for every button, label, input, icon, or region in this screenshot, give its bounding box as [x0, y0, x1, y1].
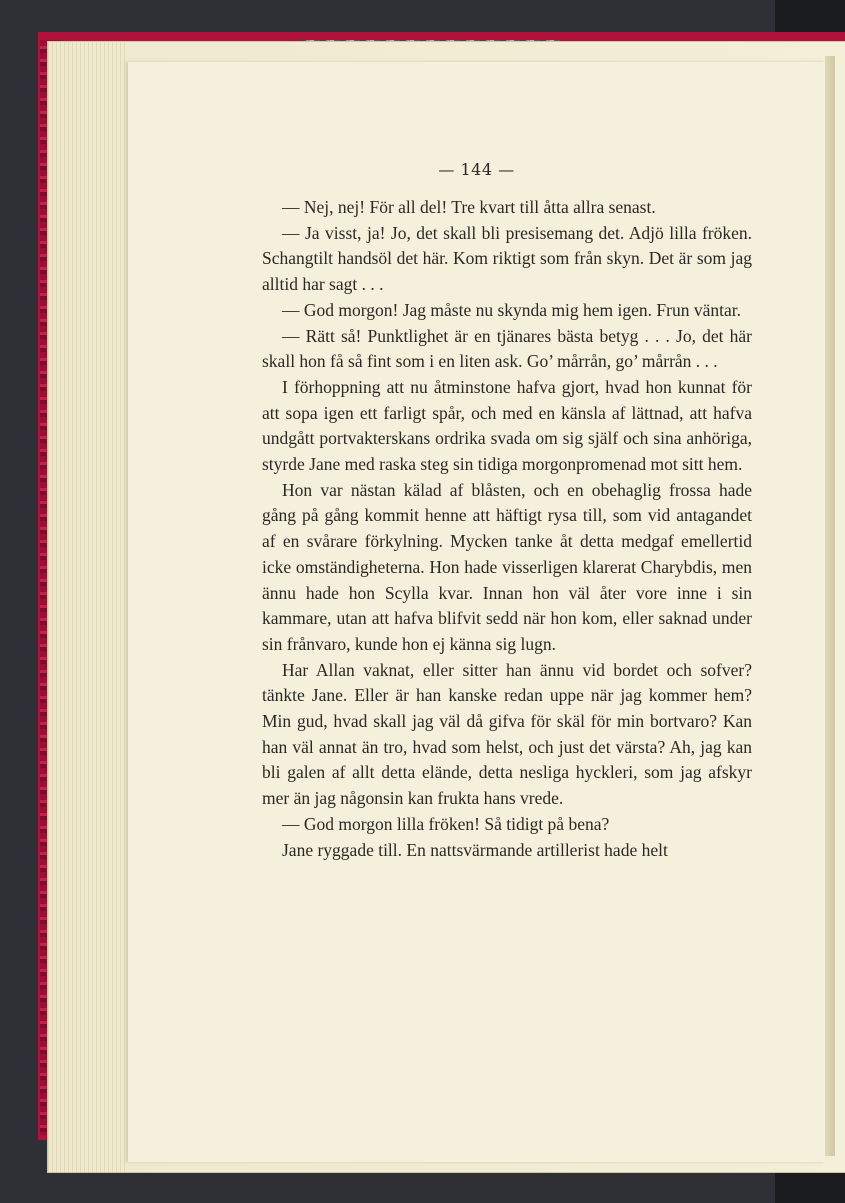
book-page: [128, 62, 825, 1162]
paragraph: I förhoppning att nu åtminstone hafva gjort, hvad hon kunnat för att sopa igen ett farligt spår, och med en känsla af lättnad, att hafva undgått portvakterskans ordrika svada om sig själf och sina anhöriga, styrde Jane med raska steg sin tidiga morgonpromenad mot sitt hem.: [262, 376, 752, 475]
paragraph: Jane ryggade till. En nattsvärmande artillerist hade helt: [282, 839, 668, 860]
paragraph: Har Allan vaknat, eller sitter han ännu vid bordet och sofver? tänkte Jane. Eller är han kanske redan uppe när jag kommer hem? Min gud, hvad skall jag väl då gifva för skäl för min bortvaro? Kan han väl annat än tro, hvad som helst, och just det värsta? Ah, jag kan bli galen af allt detta elände, detta nesliga hyckleri, som jag afskyr mer än jag någonsin kan frukta hans vrede.: [262, 659, 752, 809]
paragraph: — God morgon lilla fröken! Så tidigt på bena?: [282, 813, 610, 834]
paragraph: Hon var nästan kälad af blåsten, och en obehaglig frossa hade gång på gång kommit henne att häftigt rysa till, som vid antagandet af en svårare förkylning. Mycken tanke åt detta medgaf emellertid icke omständigheterna. Hon hade visserligen klarerat Charybdis, men ännu hade hon Scylla kvar. Innan hon väl åter vore inne i sin kammare, utan att hafva blifvit sedd när hon kom, eller saknad under sin frånvaro, kunde hon ej känna sig lugn.: [262, 479, 752, 654]
paragraph: — God morgon! Jag måste nu skynda mig hem igen. Frun väntar.: [282, 299, 741, 320]
page-number: — 144 —: [438, 160, 515, 179]
page-right-edge: [825, 56, 835, 1156]
paragraph: — Nej, nej! För all del! Tre kvart till åtta allra senast.: [282, 197, 656, 217]
page-text: [262, 195, 752, 863]
paragraph: — Rätt så! Punktlighet är en tjänares bästa betyg . . . Jo, det här skall hon få så fint som i en liten ask. Go’ mårrån, go’ mårrån . . .: [262, 325, 752, 372]
paragraph: — Ja visst, ja! Jo, det skall bli presisemang det. Adjö lilla fröken. Schangtilt handsöl det här. Kom riktigt som från skyn. Det är som jag alltid har sagt . . .: [262, 222, 752, 295]
